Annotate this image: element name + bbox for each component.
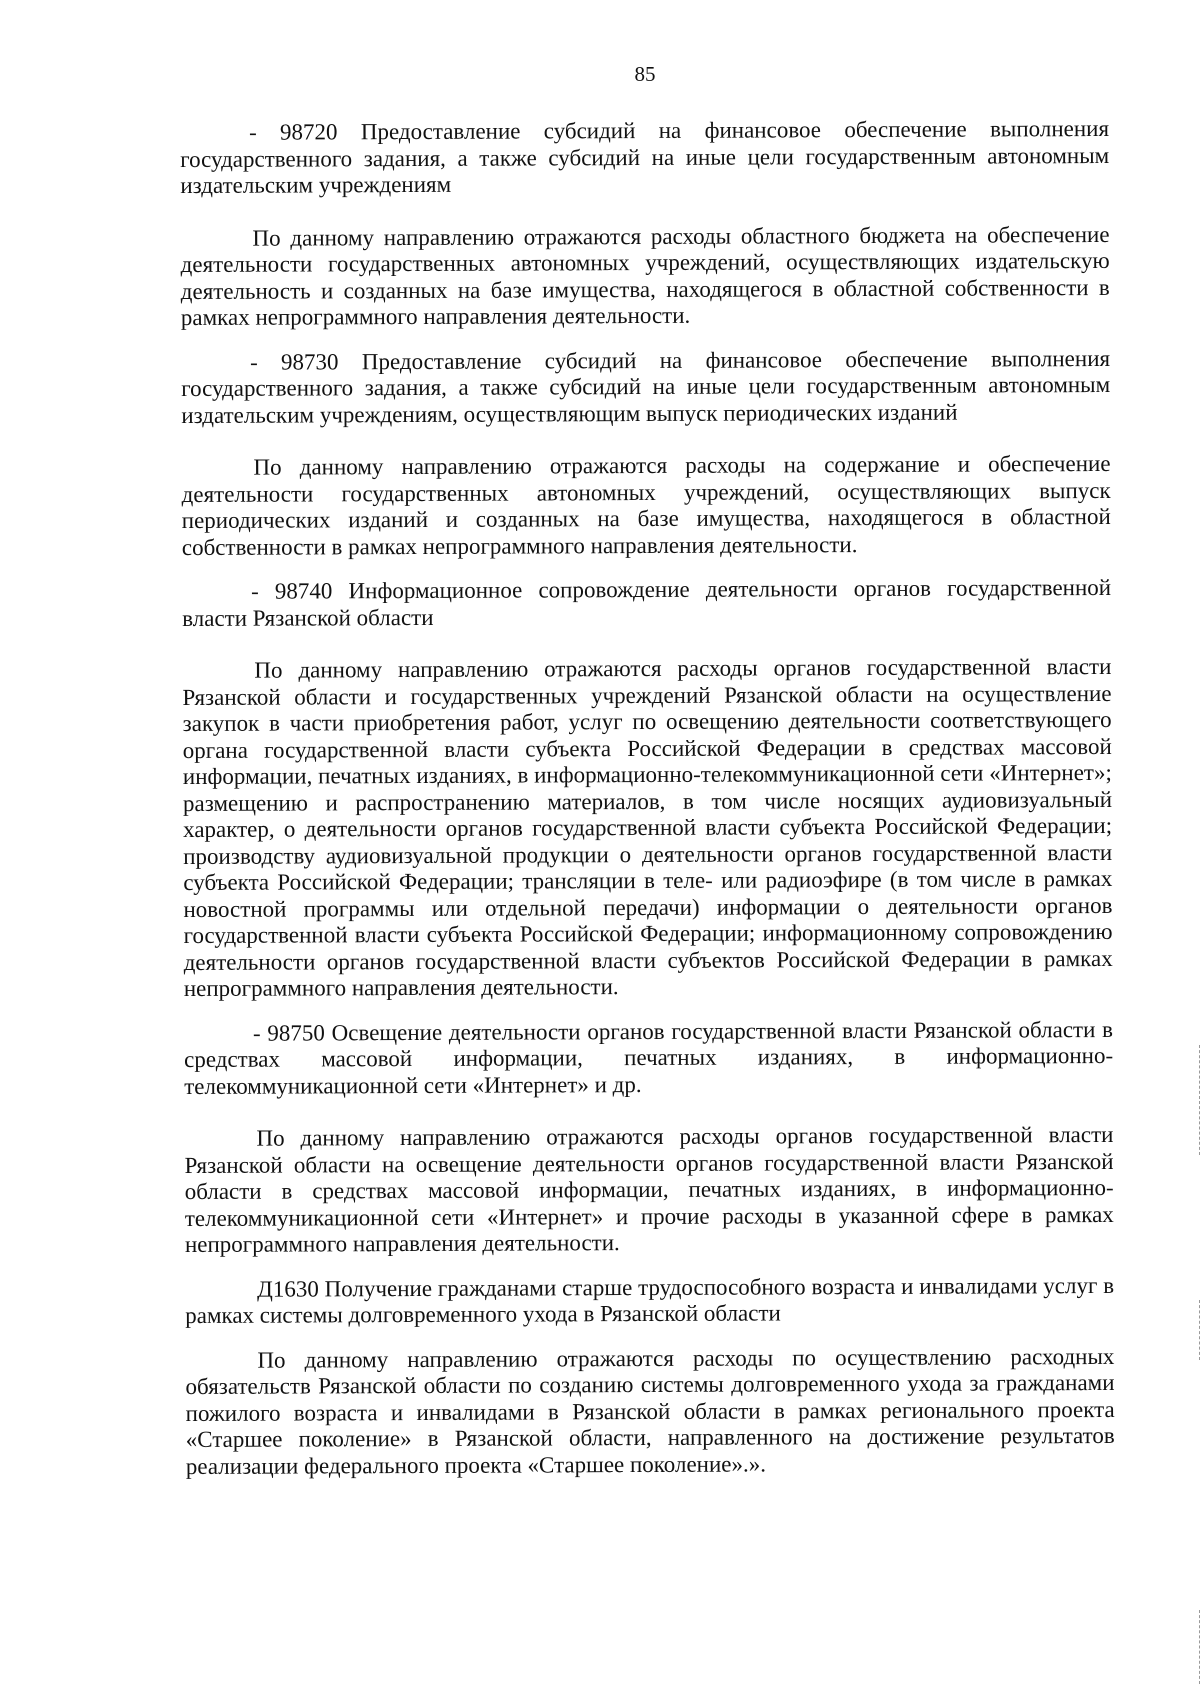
item-98730-heading: - 98730 Предоставление субсидий на финансовое обеспечение выполнения государственного задания, а также субсидий на иные цели государственным автономным издательским учреждениям, осуществляющим выпуск периодических изданий xyxy=(181,345,1111,428)
item-98740-description: По данному направлению отражаются расходы органов государственной власти Рязанской области и государственных учреждений Рязанской области на осуществление закупок в части приобретения работ, услуг по освещению деятельности соответствующего органа государственной власти субъекта Российской Федерации в средствах массовой информации, печатных изданиях, в информационно-телекоммуникационной сети «Интернет»; размещению и распространению материалов, в том числе носящих аудиовизуальный характер, о деятельности органов государственной власти субъекта Российской Федерации; производству аудиовизуальной продукции о деятельности органов государственной власти субъекта Российской Федерации; трансляции в теле- или радиоэфире (в том числе в рамках новостной программы или отдельной передачи) информации о деятельности органов государственной власти субъекта Российской Федерации; информационному сопровождению деятельности органов государственной власти субъектов Российской Федерации в рамках непрограммного направления деятельности. xyxy=(182,653,1113,1001)
item-98750-description: По данному направлению отражаются расходы органов государственной власти Рязанской области на освещение деятельности органов государственной власти Рязанской области в средствах массовой информации, печатных изданиях, в информационно-телекоммуникационной сети «Интернет» и прочие расходы в указанной сфере в рамках непрограммного направления деятельности. xyxy=(184,1121,1114,1257)
item-d1630-description: По данному направлению отражаются расходы по осуществлению расходных обязательств Рязанской области по созданию системы долговременного ухода за гражданами пожилого возраста и инвалидами в Рязанской области в рамках регионального проекта «Старшее поколение» в Рязанской области, направленного на достижение результатов реализации федерального проекта «Старшее поколение».». xyxy=(185,1343,1115,1479)
item-98740-heading: - 98740 Информационное сопровождение деятельности органов государственной власти Рязанской области xyxy=(182,574,1112,631)
page-number: 85 xyxy=(634,62,656,86)
item-d1630-heading: Д1630 Получение гражданами старше трудоспособного возраста и инвалидами услуг в рамках системы долговременного ухода в Рязанской области xyxy=(185,1272,1115,1328)
item-98730-description: По данному направлению отражаются расходы на содержание и обеспечение деятельности государственных автономных учреждений, осуществляющих выпуск периодических изданий и созданных на базе имущества, находящегося в областной собственности в рамках непрограммного направления деятельности. xyxy=(181,450,1111,560)
item-98750-heading: - 98750 Освещение деятельности органов государственной власти Рязанской области в средствах массовой информации, печатных изданиях, в информационно-телекоммуникационной сети «Интернет» и др. xyxy=(184,1016,1114,1099)
item-98720-heading: - 98720 Предоставление субсидий на финансовое обеспечение выполнения государственного задания, а также субсидий на иные цели государственным автономным издательским учреждениям xyxy=(180,115,1110,198)
document-body xyxy=(180,116,1115,1480)
item-98720-description: По данному направлению отражаются расходы областного бюджета на обеспечение деятельности государственных автономных учреждений, осуществляющих издательскую деятельность и созданных на базе имущества, находящегося в областной собственности в рамках непрограммного направления деятельности. xyxy=(180,221,1110,330)
